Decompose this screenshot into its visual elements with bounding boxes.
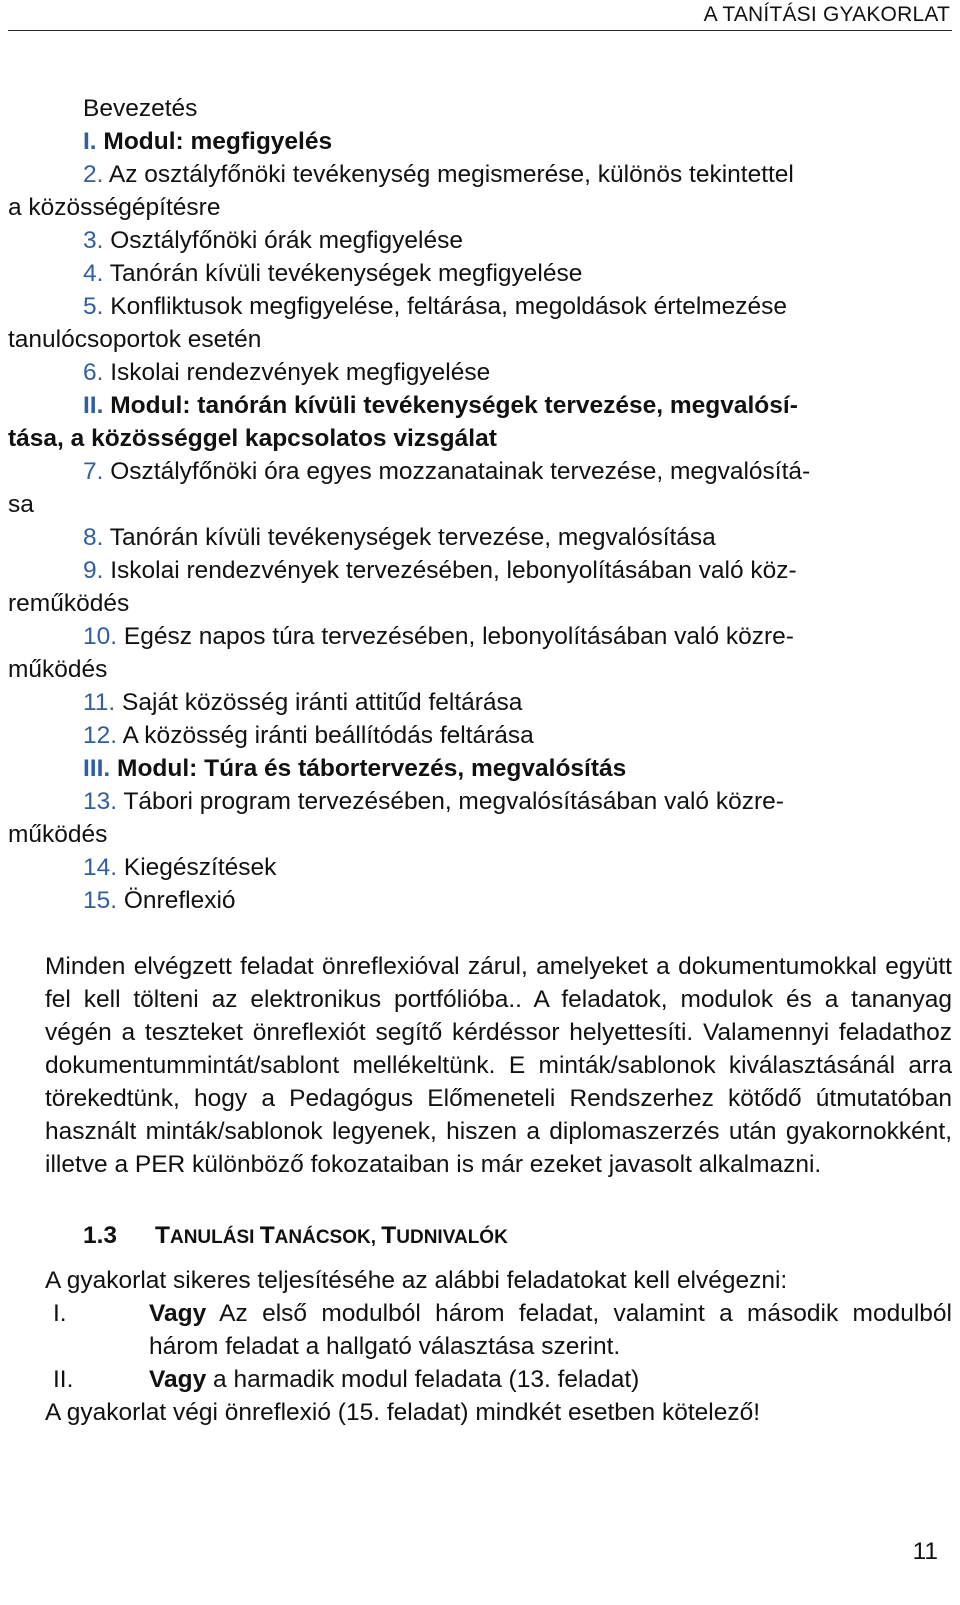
toc-line (8, 455, 952, 488)
toc-line (8, 686, 952, 719)
toc-text: tása, a közösséggel kapcsolatos vizsgálat (8, 425, 497, 452)
toc-number: 11. (83, 689, 123, 716)
toc-number: I. (83, 128, 104, 155)
section-title (155, 1222, 508, 1249)
task-option-mark: II. (53, 1366, 74, 1393)
toc-line (8, 587, 952, 620)
toc-text: Iskolai rendezvények tervezésében, lebonyolításában való köz- (110, 557, 797, 584)
toc-line (8, 422, 952, 455)
toc-text: Osztályfőnöki órák megfigyelése (110, 227, 463, 254)
toc-line (8, 818, 952, 851)
toc-text: Önreflexió (123, 887, 236, 914)
toc-number: 5. (83, 293, 111, 320)
task-option-body (149, 1297, 952, 1363)
section-title-part: UDNIVALÓK (396, 1227, 508, 1248)
toc-line (8, 653, 952, 686)
toc-line (8, 224, 952, 257)
toc-line (8, 92, 952, 125)
toc-number: 6. (83, 359, 111, 386)
tasks-closing: A gyakorlat végi önreflexió (15. feladat) mindkét esetben kötelező! (45, 1399, 760, 1426)
toc-text: működés (8, 821, 108, 848)
toc-line (8, 389, 952, 422)
toc-number: 2. (83, 161, 109, 188)
task-option-1 (45, 1297, 952, 1363)
toc-line (8, 620, 952, 653)
page-number: 11 (912, 1538, 938, 1565)
section-number: 1.3 (83, 1222, 118, 1249)
toc-line (8, 554, 952, 587)
toc-line (8, 851, 952, 884)
toc-line (8, 719, 952, 752)
toc-text: Tanórán kívüli tevékenységek tervezése, megvalósítása (109, 524, 716, 551)
toc-line (8, 191, 952, 224)
section-title-part: T (155, 1222, 170, 1249)
toc-line (8, 125, 952, 158)
header-title: A TANÍTÁSI GYAKORLAT (703, 3, 950, 26)
toc-text: Egész napos túra tervezésében, lebonyolításában való közre- (123, 623, 794, 650)
task-option-body (149, 1363, 952, 1396)
toc-number: III. (83, 755, 118, 782)
toc-text: Tanórán kívüli tevékenységek megfigyelése (109, 260, 583, 287)
section-title-part: T (381, 1222, 397, 1249)
tasks-intro: A gyakorlat sikeres teljesítéséhe az alábbi feladatokat kell elvégezni: (45, 1267, 788, 1294)
section-title-part: ANULÁSI (169, 1227, 260, 1248)
toc-text: sa (8, 491, 34, 518)
toc-text: Modul: megfigyelés (103, 128, 333, 155)
section-title-part: ANÁCSOK, (274, 1227, 382, 1248)
toc-text: reműködés (8, 590, 130, 617)
task-option-bold: Vagy (149, 1300, 207, 1327)
toc-text: Tábori program tervezésében, megvalósításában való közre- (123, 788, 784, 815)
task-option-2 (45, 1363, 952, 1396)
toc-text: a közösségépítésre (8, 194, 221, 221)
toc-line (8, 521, 952, 554)
task-option-mark: I. (53, 1300, 67, 1327)
task-option-text: a harmadik modul feladata (13. feladat) (206, 1366, 640, 1393)
running-header (8, 0, 952, 31)
toc-line (8, 158, 952, 191)
toc-text: A közösség iránti beállítódás feltárása (122, 722, 534, 749)
toc-line (8, 356, 952, 389)
page-content (8, 92, 952, 1429)
toc-text: Konfliktusok megfigyelése, feltárása, megoldások értelmezése (110, 293, 788, 320)
table-of-contents (8, 92, 952, 917)
toc-text: Az osztályfőnöki tevékenység megismerése, különös tekintettel (108, 161, 794, 188)
toc-line (8, 884, 952, 917)
toc-line (8, 785, 952, 818)
toc-line (8, 290, 952, 323)
toc-line (8, 752, 952, 785)
toc-line (8, 323, 952, 356)
toc-text: Bevezetés (83, 95, 198, 122)
toc-number: 14. (83, 854, 124, 881)
toc-line (8, 488, 952, 521)
toc-line (8, 257, 952, 290)
toc-text: Iskolai rendezvények megfigyelése (110, 359, 491, 386)
toc-number: 8. (83, 524, 110, 551)
toc-number: 15. (83, 887, 124, 914)
toc-number: 10. (83, 623, 124, 650)
paragraph-text: Minden elvégzett feladat önreflexióval zárul, amelyeket a dokumentumokkal együtt fel kell tölteni az elektronikus portfólióba.. A feladatok, modulok és a tananyag végén a teszteket önreflexiót segítő kérdéssor helyettesíti. Valamennyi feladathoz dokumentummintát/sablont mellékeltünk. E minták/sablonok kiválasztásánál arra törekedtünk, hogy a Pedagógus Előmeneteli Rendszerhez kötődő útmutatóban használt minták/sablonok legyenek, hiszen a diplomaszerzés után gyakornokként, illetve a PER különböző fokozataiban is már ezeket javasolt alkalmazni. (45, 953, 952, 1178)
toc-number: 13. (83, 788, 124, 815)
toc-text: Osztályfőnöki óra egyes mozzanatainak tervezése, megvalósítá- (110, 458, 811, 485)
toc-text: Kiegészítések (123, 854, 277, 881)
toc-text: Modul: Túra és tábortervezés, megvalósítás (117, 755, 627, 782)
toc-text: működés (8, 656, 108, 683)
toc-number: 3. (83, 227, 111, 254)
task-requirements (8, 1264, 952, 1429)
toc-text: tanulócsoportok esetén (8, 326, 262, 353)
toc-number: II. (83, 392, 111, 419)
toc-number: 9. (83, 557, 111, 584)
task-option-bold: Vagy (149, 1366, 207, 1393)
toc-number: 4. (83, 260, 110, 287)
toc-number: 7. (83, 458, 111, 485)
intro-paragraph (8, 950, 952, 1181)
task-option-text: Az első modulból három feladat, valamint a második modulból három feladat a hallgató választása szerint. (149, 1300, 952, 1360)
toc-text: Saját közösség iránti attitűd feltárása (122, 689, 523, 716)
toc-number: 12. (83, 722, 123, 749)
toc-text: Modul: tanórán kívüli tevékenységek tervezése, megvalósí- (110, 392, 798, 419)
section-heading (8, 1219, 952, 1254)
section-title-part: T (259, 1222, 275, 1249)
